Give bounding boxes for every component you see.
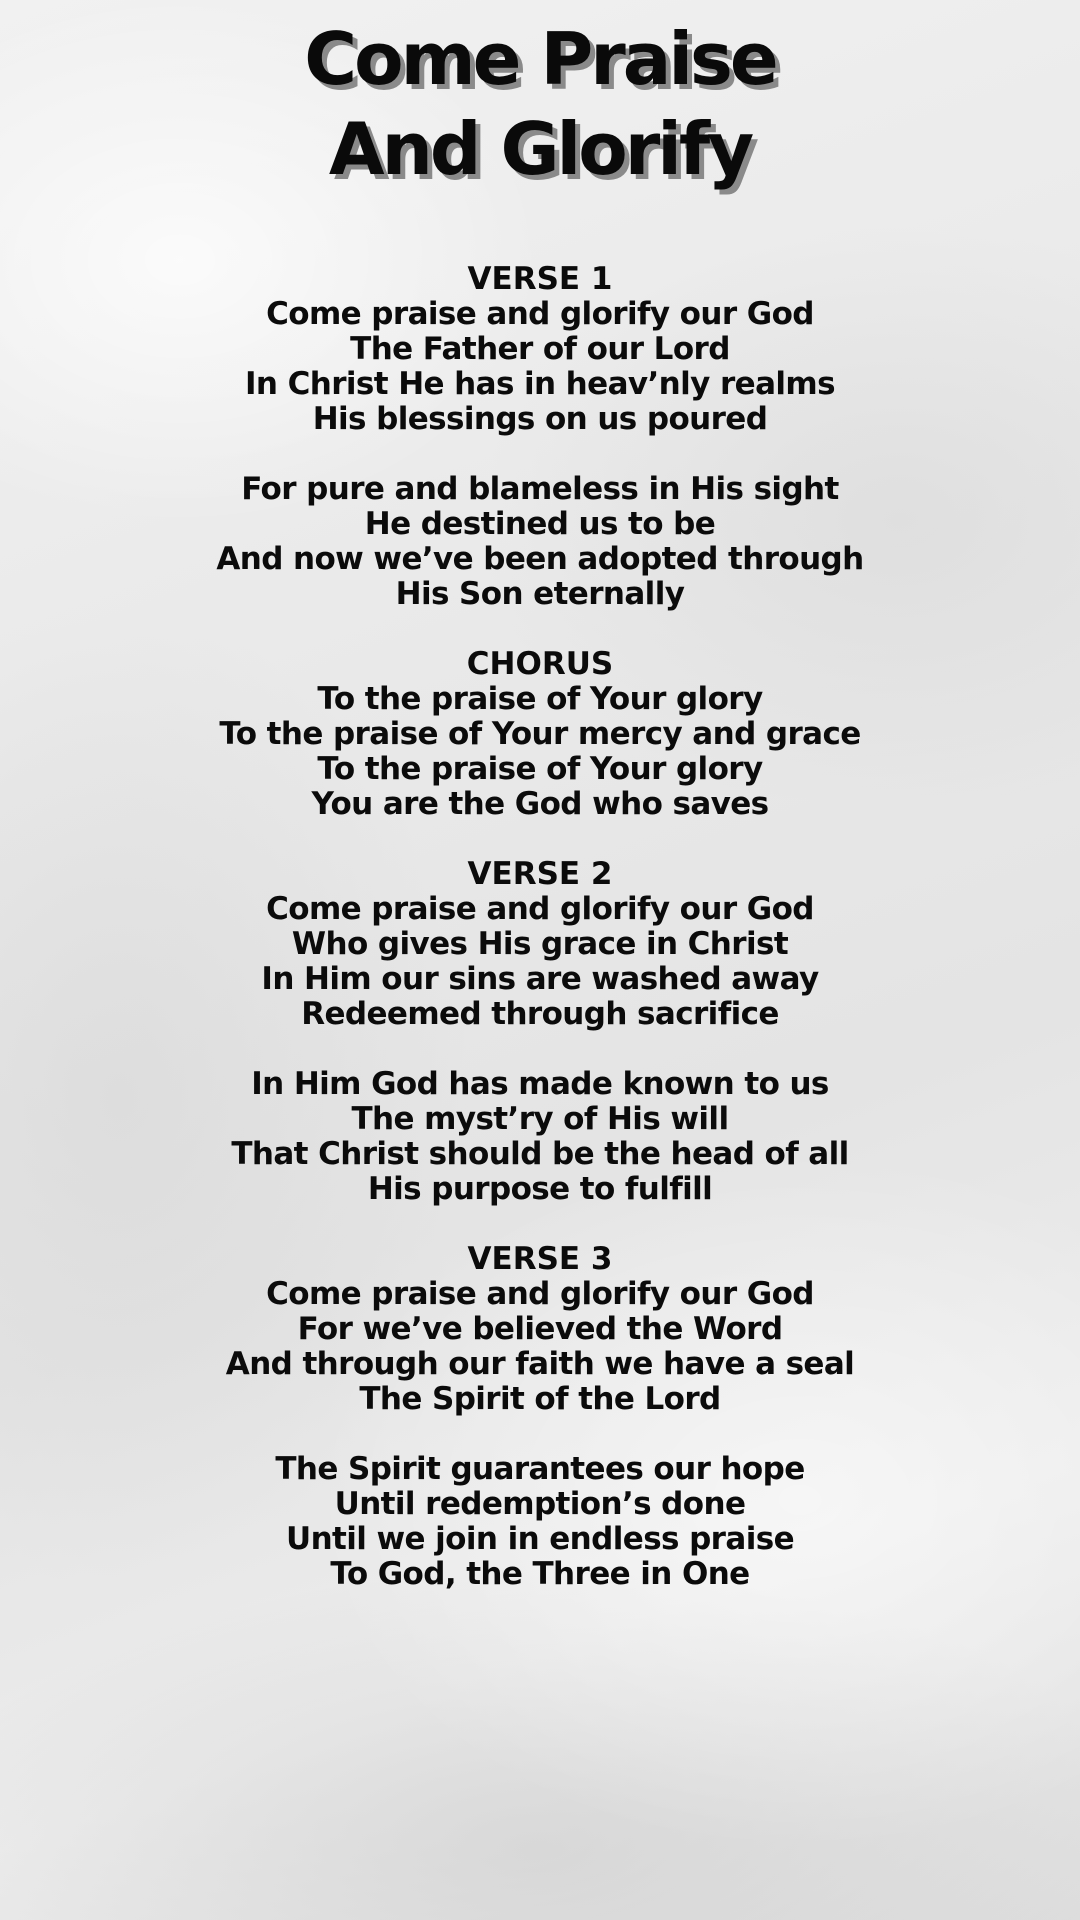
verse-1 (0, 262, 1080, 437)
lyric-line: You are the God who saves (311, 786, 769, 822)
lyric-line: And now we’ve been adopted through (216, 541, 864, 577)
lyric-line: Who gives His grace in Christ (291, 926, 789, 962)
section-heading: VERSE 2 (467, 856, 613, 892)
lyric-line: The Spirit guarantees our hope (275, 1451, 805, 1487)
verse-1-stanza-2 (0, 472, 1080, 612)
lyric-line: Redeemed through sacrifice (301, 996, 779, 1032)
lyric-line: The myst’ry of His will (351, 1101, 729, 1137)
song-title-line-2: And Glorify (328, 107, 752, 191)
lyric-line: The Father of our Lord (350, 331, 730, 367)
lyric-line: To the praise of Your glory (317, 751, 763, 787)
lyric-line: Until redemption’s done (334, 1486, 746, 1522)
section-heading: VERSE 3 (467, 1241, 613, 1277)
verse-3 (0, 1242, 1080, 1417)
lyric-line: His Son eternally (395, 576, 685, 612)
lyric-line: And through our faith we have a seal (225, 1346, 855, 1382)
verse-2 (0, 857, 1080, 1032)
verse-3-stanza-2 (0, 1452, 1080, 1592)
song-title-line-1: Come Praise (304, 17, 776, 101)
song-title (0, 0, 1080, 194)
lyric-line: For we’ve believed the Word (297, 1311, 783, 1347)
lyric-line: To the praise of Your mercy and grace (219, 716, 861, 752)
lyric-line: To God, the Three in One (330, 1556, 750, 1592)
chorus (0, 647, 1080, 822)
section-heading: VERSE 1 (467, 261, 613, 297)
lyric-line: In Christ He has in heav’nly realms (245, 366, 835, 402)
lyrics-body (0, 262, 1080, 1592)
verse-2-stanza-2 (0, 1067, 1080, 1207)
lyric-line: Come praise and glorify our God (266, 891, 814, 927)
section-heading: CHORUS (466, 646, 614, 682)
lyric-line: Come praise and glorify our God (266, 296, 814, 332)
lyric-line: The Spirit of the Lord (359, 1381, 721, 1417)
lyric-line: His blessings on us poured (312, 401, 768, 437)
lyric-line: In Him our sins are washed away (261, 961, 819, 997)
lyric-line: Until we join in endless praise (286, 1521, 794, 1557)
lyric-line: He destined us to be (364, 506, 716, 542)
lyric-line: To the praise of Your glory (317, 681, 763, 717)
lyric-line: That Christ should be the head of all (231, 1136, 849, 1172)
lyric-line: For pure and blameless in His sight (241, 471, 839, 507)
lyric-line: His purpose to fulfill (367, 1171, 713, 1207)
lyric-line: In Him God has made known to us (251, 1066, 829, 1102)
lyric-line: Come praise and glorify our God (266, 1276, 814, 1312)
